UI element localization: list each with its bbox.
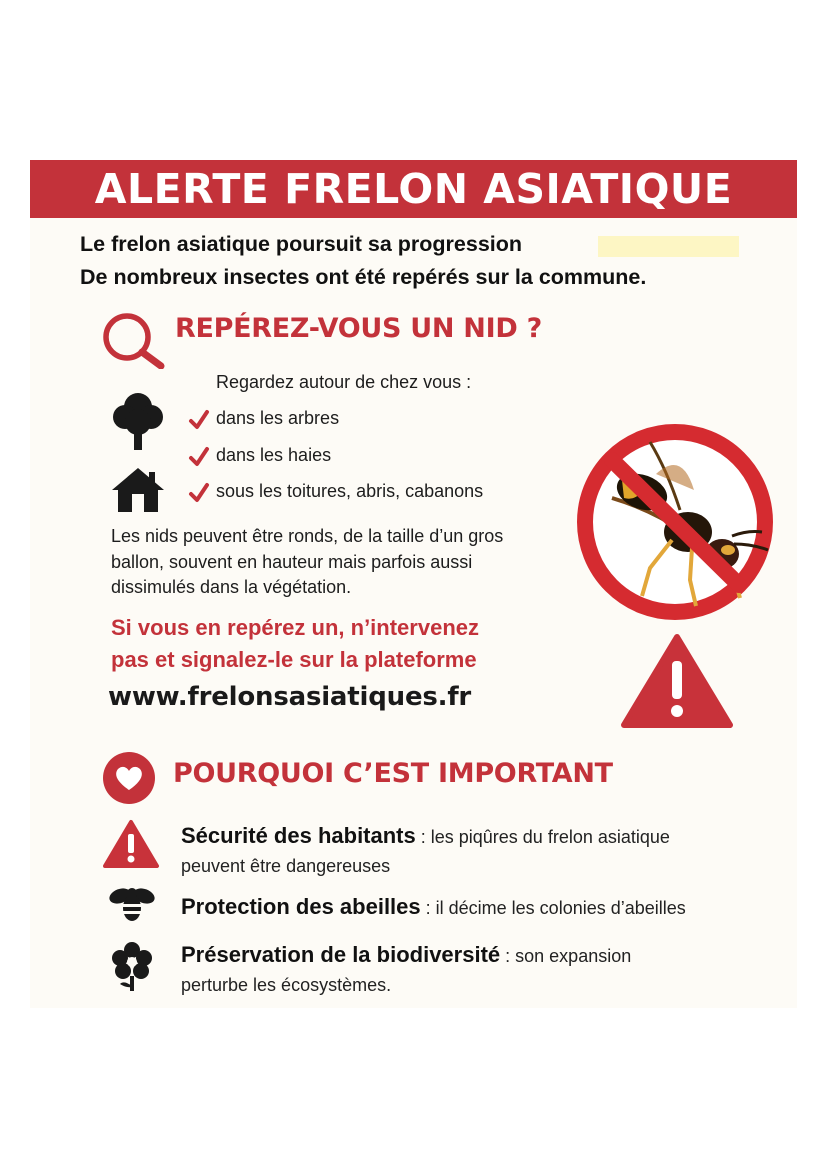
no-hornet-sign-icon bbox=[572, 420, 778, 625]
cta-line-2: pas et signalez-le sur la plateforme bbox=[111, 647, 477, 672]
cta-line-1: Si vous en repérez un, n’intervenez bbox=[111, 615, 479, 640]
item-desc: : les piqûres du frelon asiatique bbox=[415, 827, 670, 847]
importance-item bbox=[181, 894, 686, 920]
item-desc-line2: peuvent être dangereuses bbox=[181, 856, 391, 876]
item-title: Préservation de la biodiversité bbox=[181, 942, 501, 967]
check-icon bbox=[188, 409, 210, 431]
tree-icon bbox=[110, 390, 166, 452]
bee-icon bbox=[108, 884, 156, 924]
highlighted-blank bbox=[598, 236, 739, 257]
banner-title: ALERTE FRELON ASIATIQUE bbox=[94, 165, 733, 213]
warning-icon bbox=[102, 819, 160, 869]
item-desc: : il décime les colonies d’abeilles bbox=[420, 898, 686, 918]
look-around-label: Regardez autour de chez vous : bbox=[216, 372, 472, 392]
intro-line-2: De nombreux insectes ont été repérés sur la commune. bbox=[80, 265, 647, 289]
item-desc: : son expansion bbox=[500, 946, 632, 966]
heart-icon bbox=[100, 750, 158, 806]
house-icon bbox=[110, 466, 166, 514]
importance-item bbox=[181, 942, 631, 968]
item-desc-line2: perturbe les écosystèmes. bbox=[181, 975, 392, 995]
check-icon bbox=[188, 446, 210, 468]
check-icon bbox=[188, 482, 210, 504]
flower-icon bbox=[110, 940, 154, 992]
place-item: dans les arbres bbox=[216, 408, 340, 428]
item-title: Sécurité des habitants bbox=[181, 823, 416, 848]
nest-heading: REPÉREZ-VOUS UN NID ? bbox=[175, 313, 542, 344]
place-item: dans les haies bbox=[216, 445, 332, 465]
nest-description-line: dissimulés dans la végétation. bbox=[111, 577, 352, 597]
importance-item bbox=[181, 823, 670, 849]
nest-description-line: Les nids peuvent être ronds, de la taille d’un gros bbox=[111, 526, 504, 546]
report-url: www.frelonsasiatiques.fr bbox=[108, 682, 472, 712]
warning-icon bbox=[620, 633, 734, 729]
item-title: Protection des abeilles bbox=[181, 894, 421, 919]
place-item: sous les toitures, abris, cabanons bbox=[216, 481, 484, 501]
intro-line-1: Le frelon asiatique poursuit sa progression bbox=[80, 232, 523, 256]
importance-heading: POURQUOI C’EST IMPORTANT bbox=[173, 758, 613, 789]
search-icon bbox=[100, 311, 166, 369]
nest-description-line: ballon, souvent en hauteur mais parfois aussi bbox=[111, 552, 473, 572]
